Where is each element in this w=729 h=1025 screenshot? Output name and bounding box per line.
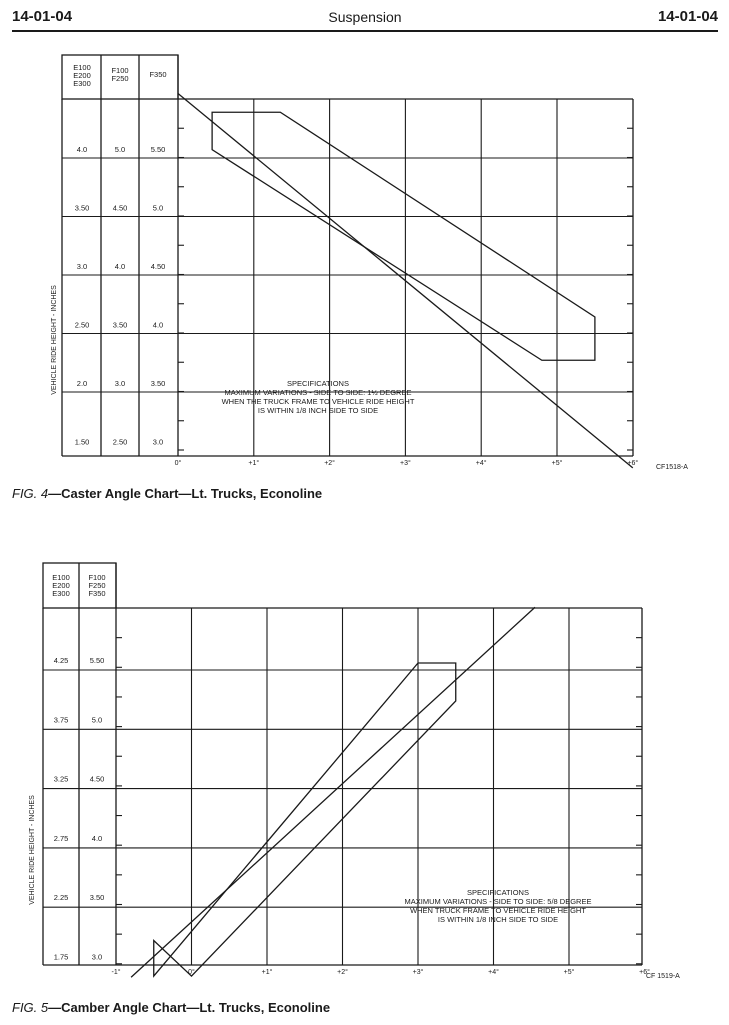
spec-line: IS WITHIN 1/8 INCH SIDE TO SIDE: [257, 406, 379, 415]
x-tick-label: +1°: [261, 969, 273, 976]
table-cell: 1.75: [53, 952, 69, 962]
column-header: F350: [149, 70, 167, 79]
spec-line: SPECIFICATIONS: [287, 379, 349, 388]
column-header: F250: [88, 581, 106, 590]
spec-line: MAXIMUM VARIATIONS - SIDE TO SIDE: 1½ DEGREE: [224, 388, 412, 397]
figure-code: CF 1519-A: [646, 973, 680, 980]
figure-caption: [12, 1000, 330, 1015]
spec-line: WHEN THE TRUCK FRAME TO VEHICLE RIDE HEIGHT: [221, 397, 415, 406]
x-tick-label: 0°: [174, 460, 182, 467]
table-cell: 2.25: [53, 893, 69, 903]
x-tick-label: +4°: [488, 969, 499, 976]
x-tick-label: +2°: [324, 460, 335, 467]
table-cell: 4.0: [114, 262, 126, 271]
x-tick-label: 0°: [188, 969, 195, 976]
page-number-left: 14-01-04: [12, 8, 73, 25]
x-tick-label: +4°: [475, 460, 487, 467]
x-tick-label: +1°: [248, 460, 260, 467]
section-title: Suspension: [328, 9, 402, 25]
x-tick-label: +3°: [400, 460, 411, 467]
spec-line: WHEN TRUCK FRAME TO VEHICLE RIDE HEIGHT: [410, 906, 586, 915]
column-header: F250: [111, 74, 129, 83]
figure-title: —Caster Angle Chart—Lt. Trucks, Econoline: [48, 486, 323, 501]
x-tick-label: +3°: [412, 969, 424, 976]
table-cell: 3.50: [74, 203, 90, 213]
column-header: F350: [88, 589, 106, 598]
table-cell: 4.50: [89, 774, 105, 784]
column-header: E100: [52, 573, 70, 582]
table-cell: 4.50: [150, 262, 166, 271]
table-cell: 5.0: [91, 715, 103, 725]
page-number-right: 14-01-04: [657, 8, 718, 25]
y-axis-label: VEHICLE RIDE HEIGHT - INCHES: [29, 795, 36, 905]
table-cell: 2.0: [76, 379, 88, 388]
spec-line: IS WITHIN 1/8 INCH SIDE TO SIDE: [437, 915, 559, 924]
table-cell: 4.25: [53, 656, 69, 665]
table-cell: 5.50: [89, 656, 105, 665]
table-cell: 3.50: [112, 320, 128, 330]
table-cell: 2.50: [74, 320, 90, 330]
table-cell: 4.0: [76, 145, 88, 154]
tolerance-band: [154, 663, 456, 976]
table-cell: 3.50: [89, 893, 105, 903]
table-cell: 4.0: [152, 320, 164, 330]
table-cell: 5.0: [114, 145, 126, 154]
spec-line: SPECIFICATIONS: [467, 888, 529, 897]
x-tick-label: +2°: [337, 969, 348, 976]
table-cell: 3.0: [152, 437, 164, 447]
table-cell: 4.50: [112, 203, 128, 213]
table-cell: 3.0: [91, 952, 103, 962]
figure-label: FIG. 5: [12, 1000, 49, 1015]
table-cell: 2.75: [53, 833, 69, 843]
column-header: E300: [52, 589, 70, 598]
table-cell: 3.75: [53, 715, 69, 725]
x-tick-label: +5°: [563, 969, 575, 976]
table-cell: 5.50: [150, 145, 166, 154]
column-header: E200: [52, 581, 70, 590]
table-cell: 3.0: [114, 379, 126, 388]
table-cell: 3.0: [76, 262, 88, 271]
table-cell: 4.0: [91, 833, 103, 843]
table-cell: 1.50: [74, 437, 90, 447]
x-tick-label: -1°: [111, 969, 121, 976]
x-tick-label: +5°: [551, 460, 563, 467]
specifications-note: [405, 888, 592, 924]
table-cell: 3.50: [150, 379, 166, 388]
figure-title: —Camber Angle Chart—Lt. Trucks, Econoline: [48, 1000, 331, 1015]
x-tick-label: +6°: [639, 969, 650, 976]
figure-label: FIG. 4: [12, 486, 49, 501]
column-header: E100: [73, 63, 91, 72]
table-cell: 5.0: [152, 203, 164, 213]
table-cell: 2.50: [112, 437, 128, 447]
column-header: F100: [88, 573, 106, 582]
column-header: F100: [111, 66, 129, 75]
column-header: E300: [73, 79, 91, 88]
table-cell: 3.25: [53, 774, 69, 784]
column-header: E200: [73, 71, 91, 80]
y-axis-label: VEHICLE RIDE HEIGHT - INCHES: [51, 285, 58, 395]
spec-line: MAXIMUM VARIATIONS - SIDE TO SIDE: 5/8 DEGREE: [404, 897, 592, 906]
figure-code: CF1518-A: [656, 464, 688, 471]
x-tick-label: +6°: [627, 460, 639, 467]
